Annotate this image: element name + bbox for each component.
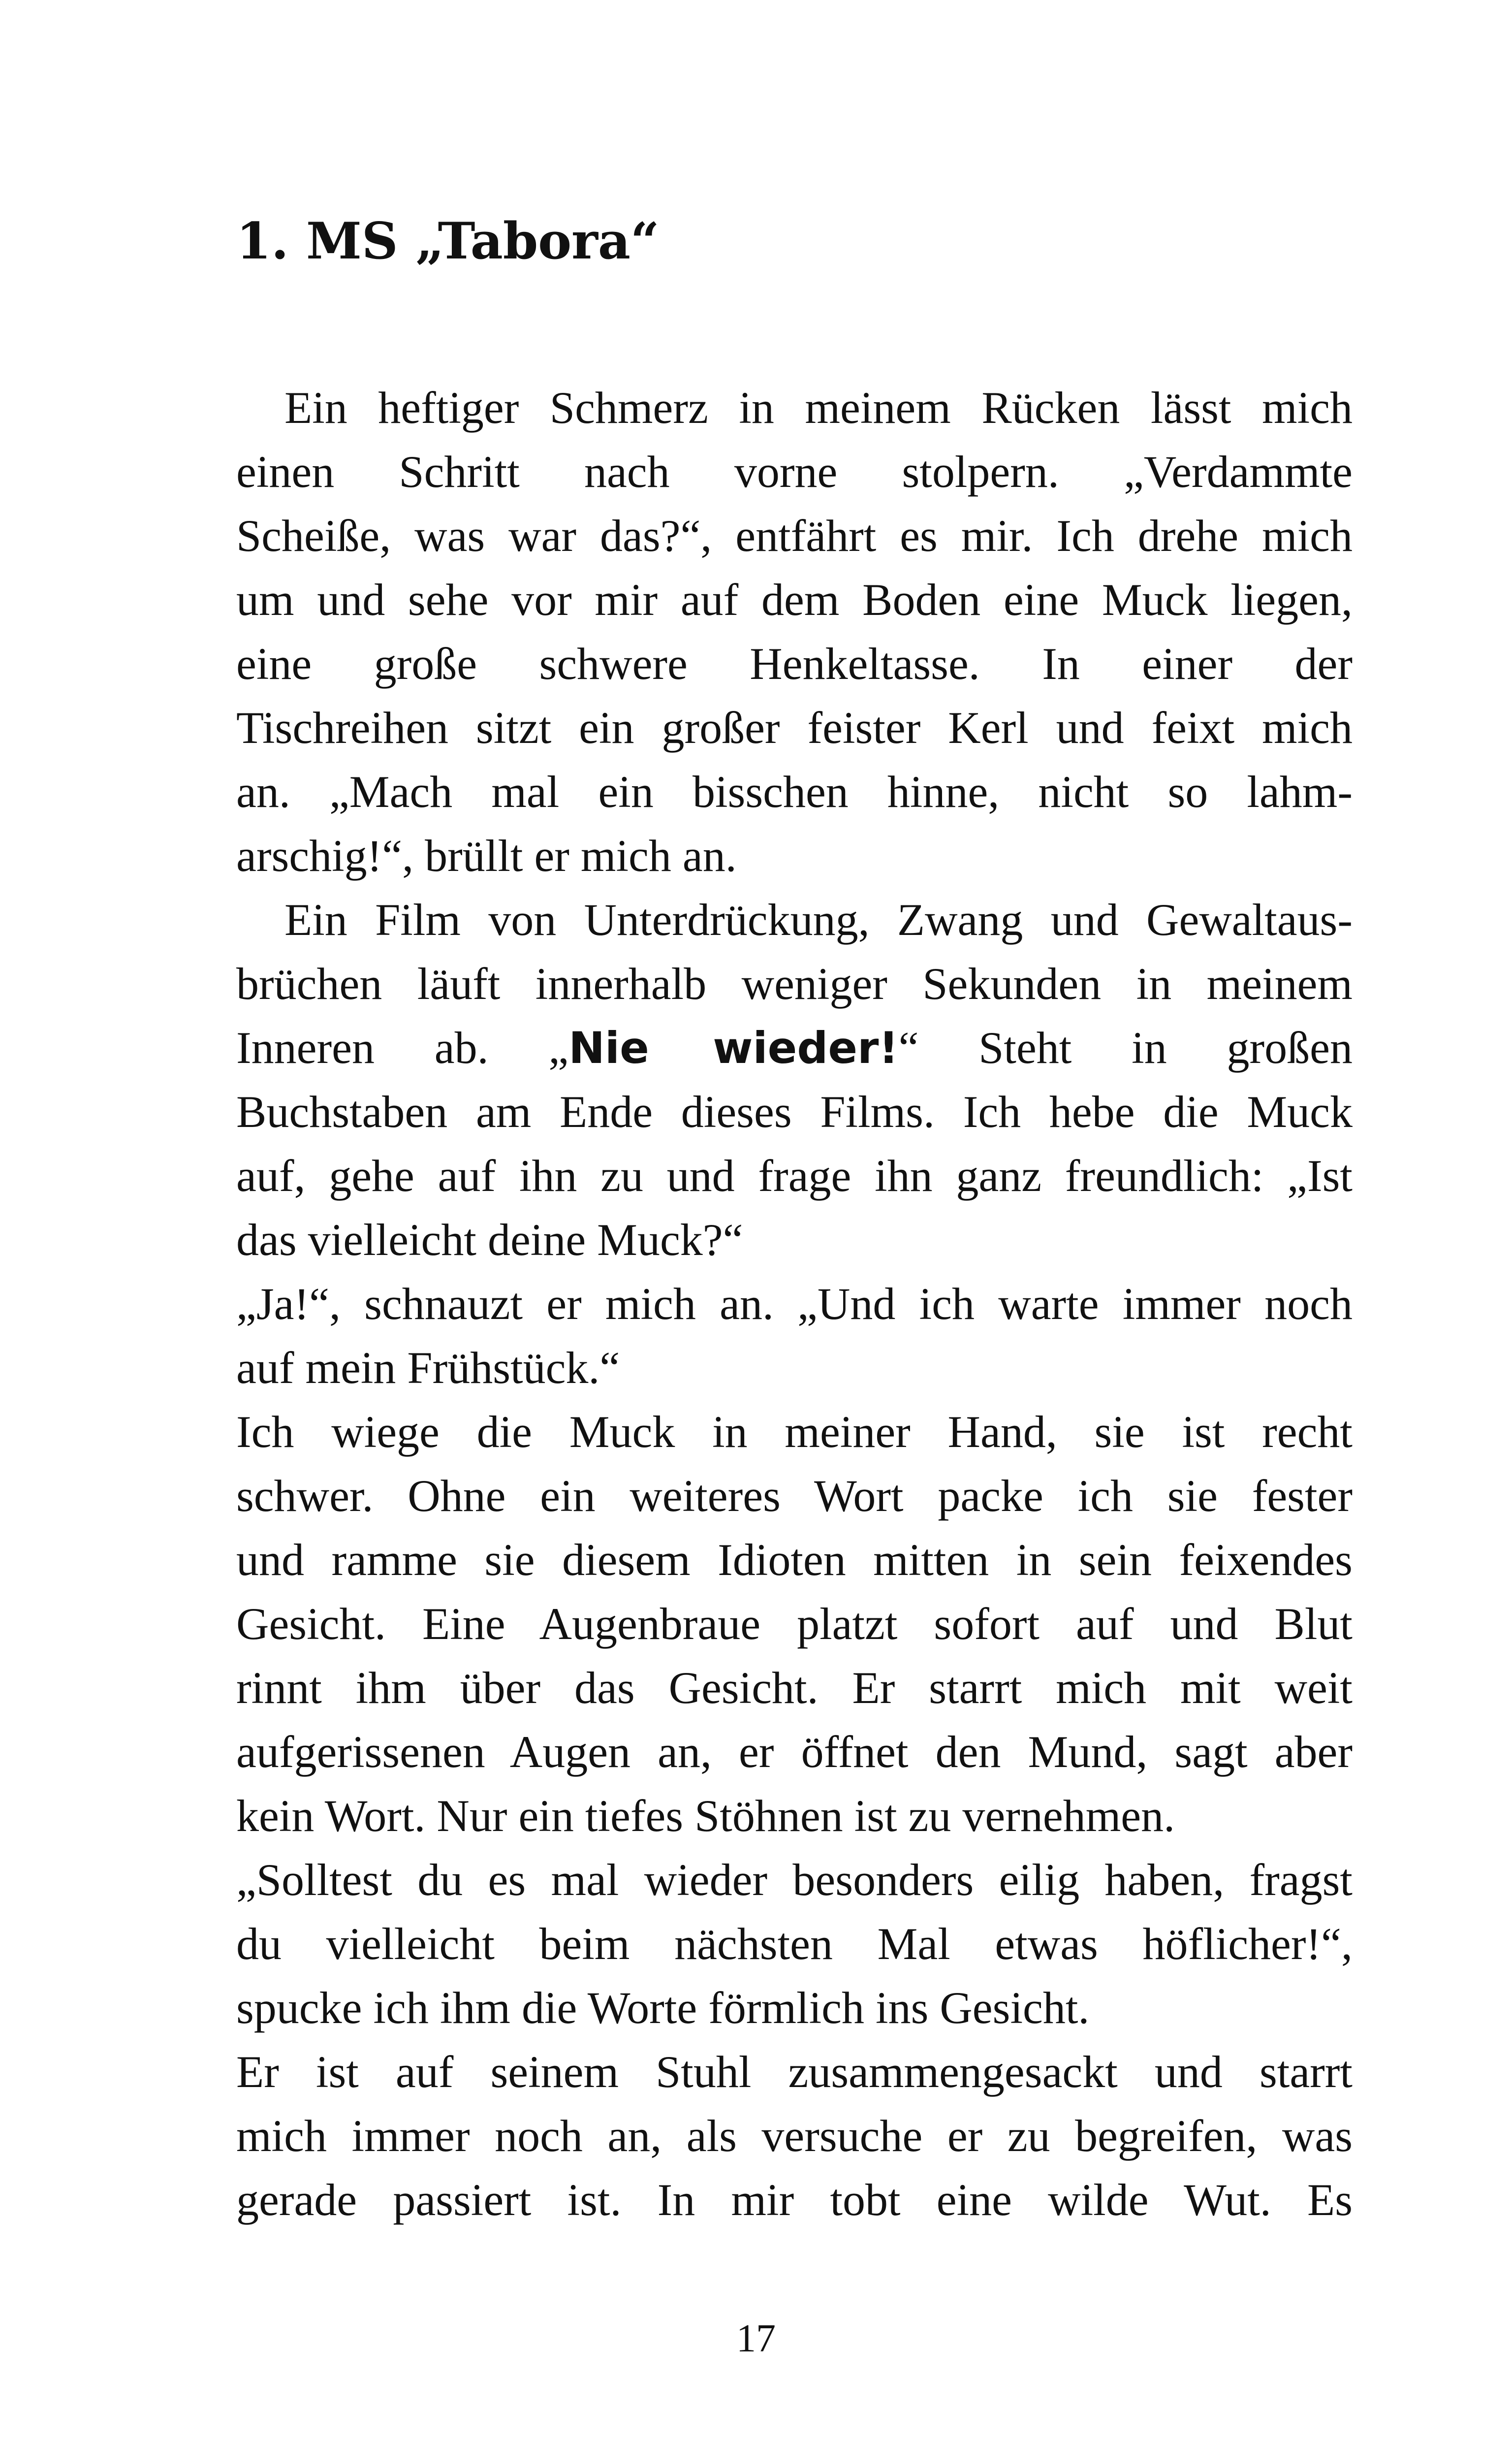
text-line: rinnt ihm über das Gesicht. Er starrt mich mit weit — [236, 1663, 1353, 1713]
text-line: Er ist auf seinem Stuhl zusammengesackt und starrt — [236, 2047, 1353, 2097]
text-segment: Inneren ab. „ — [236, 1023, 569, 1073]
text-line: Buchstaben am Ende dieses Films. Ich hebe die Muck — [236, 1087, 1353, 1137]
text-line: du vielleicht beim nächsten Mal etwas höflicher!“, — [236, 1919, 1353, 1969]
text-line: auf mein Frühstück.“ — [236, 1343, 620, 1393]
text-line: spucke ich ihm die Worte förmlich ins Gesicht. — [236, 1983, 1090, 2033]
text-line: gerade passiert ist. In mir tobt eine wilde Wut. Es — [236, 2175, 1353, 2225]
text-line: „Ja!“, schnauzt er mich an. „Und ich warte immer noch — [236, 1279, 1353, 1329]
text-line: eine große schwere Henkeltasse. In einer der — [236, 639, 1353, 689]
text-line: Ich wiege die Muck in meiner Hand, sie ist recht — [236, 1407, 1353, 1457]
chapter-title: 1. MS „Tabora“ — [236, 212, 660, 271]
text-line: auf, gehe auf ihn zu und frage ihn ganz freundlich: „Ist — [236, 1151, 1353, 1201]
page-number: 17 — [736, 2317, 776, 2360]
emphasis-text: Nie wieder! — [568, 1023, 899, 1073]
text-line: aufgerissenen Augen an, er öffnet den Mund, sagt aber — [236, 1727, 1353, 1777]
text-line: kein Wort. Nur ein tiefes Stöhnen ist zu vernehmen. — [236, 1791, 1175, 1841]
text-line: und ramme sie diesem Idioten mitten in sein feixendes — [236, 1535, 1353, 1585]
text-line: Ein Film von Unterdrückung, Zwang und Gewaltaus- — [284, 895, 1353, 945]
text-line: Gesicht. Eine Augenbraue platzt sofort auf und Blut — [236, 1599, 1353, 1649]
text-line: arschig!“, brüllt er mich an. — [236, 831, 737, 881]
text-line: das vielleicht deine Muck?“ — [236, 1215, 743, 1265]
text-line: einen Schritt nach vorne stolpern. „Verdammte — [236, 447, 1353, 497]
text-segment: “ Steht in großen — [898, 1023, 1353, 1073]
text-line: Ein heftiger Schmerz in meinem Rücken lässt mich — [284, 383, 1353, 433]
text-line: mich immer noch an, als versuche er zu begreifen, was — [236, 2111, 1353, 2161]
text-line — [236, 1016, 1353, 1080]
text-line: brüchen läuft innerhalb weniger Sekunden in meinem — [236, 959, 1353, 1009]
text-line: um und sehe vor mir auf dem Boden eine Muck liegen, — [236, 575, 1353, 625]
text-line: „Solltest du es mal wieder besonders eilig haben, fragst — [236, 1855, 1353, 1905]
text-line: an. „Mach mal ein bisschen hinne, nicht so lahm- — [236, 767, 1353, 817]
text-line: schwer. Ohne ein weiteres Wort packe ich sie fester — [236, 1471, 1353, 1521]
text-line: Tischreihen sitzt ein großer feister Kerl und feixt mich — [236, 703, 1353, 753]
text-line: Scheiße, was war das?“, entfährt es mir. Ich drehe mich — [236, 511, 1353, 561]
